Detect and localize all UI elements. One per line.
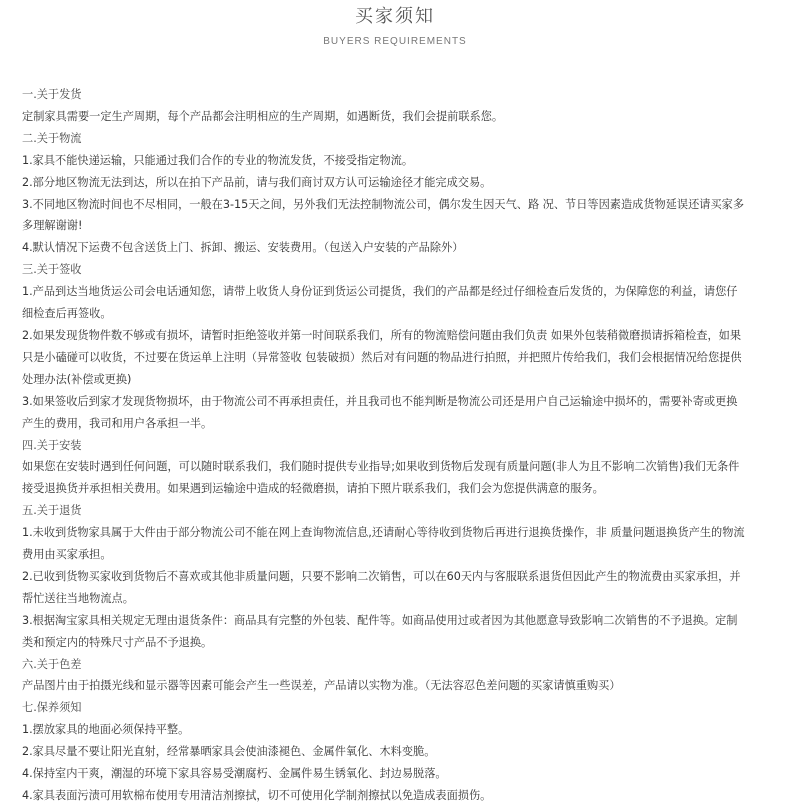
section-line: 帮忙送往当地物流点。 <box>22 591 134 605</box>
section-line: 2.如果发现货物件数不够或有损坏，请暂时拒绝签收并第一时间联系我们，所有的物流赔偿问题由我们负责 如果外包装稍微磨损请拆箱检查，如果 <box>22 328 742 342</box>
page-header <box>0 0 790 48</box>
section-line: 1.摆放家具的地面必须保持平整。 <box>22 723 190 737</box>
section-line: 1.家具不能快递运输，只能通过我们合作的专业的物流发货，不接受指定物流。 <box>22 153 414 167</box>
section-line: 4.家具表面污渍可用软棉布使用专用清洁剂擦拭，切不可使用化学制剂擦拭以免造成表面损伤。 <box>22 789 492 802</box>
section-line: 3.如果签收后到家才发现货物损坏，由于物流公司不再承担责任，并且我司也不能判断是物流公司还是用户自己运输途中损坏的，需要补寄或更换 <box>22 394 738 408</box>
section-line: 细检查后再签收。 <box>22 307 112 321</box>
section-line: 处理办法(补偿或更换) <box>22 372 132 386</box>
section-line: 4.保持室内干爽，潮湿的环境下家具容易受潮腐朽、金属件易生锈氧化、封边易脱落。 <box>22 767 447 781</box>
section-heading: 二.关于物流 <box>22 131 82 145</box>
section-line: 2.部分地区物流无法到达，所以在拍下产品前，请与我们商讨双方认可运输途径才能完成交易。 <box>22 175 492 189</box>
section-installation <box>22 435 790 501</box>
section-maintenance <box>22 697 790 807</box>
section-line: 只是小磕碰可以收货，不过要在货运单上注明（异常签收 包装破损）然后对有问题的物品进行拍照，并把照片传给我们，我们会根据情况给您提供 <box>22 350 742 364</box>
section-heading: 四.关于安装 <box>22 438 82 452</box>
section-heading: 七.保养须知 <box>22 701 82 715</box>
section-shipping <box>22 84 790 128</box>
section-line: 1.产品到达当地货运公司会电话通知您，请带上收货人身份证到货运公司提货，我们的产品都是经过仔细检查后发货的，为保障您的利益，请您仔 <box>22 285 738 299</box>
section-line: 2.已收到货物买家收到货物后不喜欢或其他非质量问题，只要不影响二次销售，可以在60天内与客服联系退货但因此产生的物流费由买家承担，并 <box>22 569 741 583</box>
section-line: 定制家具需要一定生产周期，每个产品都会注明相应的生产周期，如遇断货，我们会提前联系您。 <box>22 109 504 123</box>
section-line: 2.家具尽量不要让阳光直射，经常暴晒家具会使油漆褪色、金属件氧化、木料变脆。 <box>22 745 436 759</box>
section-line: 接受退换货并承担相关费用。如果遇到运输途中造成的轻微磨损，请拍下照片联系我们，我们会为您提供满意的服务。 <box>22 482 604 496</box>
page-subtitle: BUYERS REQUIREMENTS <box>323 36 467 47</box>
requirements-content <box>22 84 790 807</box>
section-heading: 一.关于发货 <box>22 88 82 101</box>
section-line: 产生的费用，我司和用户各承担一半。 <box>22 416 213 430</box>
section-heading: 五.关于退货 <box>22 504 82 518</box>
section-line: 3.不同地区物流时间也不尽相同，一般在3-15天之间，另外我们无法控制物流公司，偶尔发生因天气、路 况、节日等因素造成货物延误还请买家多 <box>22 197 745 211</box>
section-line: 4.默认情况下运费不包含送货上门、拆卸、搬运、安装费用。（包送入户安装的产品除外） <box>22 241 464 255</box>
section-line: 多理解谢谢! <box>22 219 83 233</box>
section-heading: 三.关于签收 <box>22 263 82 277</box>
section-heading: 六.关于色差 <box>22 657 82 671</box>
section-color-difference <box>22 654 790 698</box>
page-title: 买家须知 <box>355 6 435 27</box>
section-line: 产品图片由于拍摄光线和显示器等因素可能会产生一些误差，产品请以实物为准。（无法容忍色差问题的买家请慎重购买） <box>22 679 621 693</box>
section-line: 如果您在安装时遇到任何问题，可以随时联系我们，我们随时提供专业指导;如果收到货物后发现有质量问题(非人为且不影响二次销售)我们无条件 <box>22 460 740 474</box>
section-line: 费用由买家承担。 <box>22 548 112 562</box>
section-line: 类和预定内的特殊尺寸产品不予退换。 <box>22 635 213 649</box>
section-returns <box>22 500 790 653</box>
section-receipt <box>22 259 790 434</box>
section-line: 1.未收到货物家具属于大件由于部分物流公司不能在网上查询物流信息,还请耐心等待收到货物后再进行退换货操作，非 质量问题退换货产生的物流 <box>22 526 745 540</box>
section-line: 3.根据淘宝家具相关规定无理由退货条件：商品具有完整的外包装、配件等。如商品使用过或者因为其他愿意导致影响二次销售的不予退换。定制 <box>22 613 738 627</box>
section-logistics <box>22 128 790 259</box>
